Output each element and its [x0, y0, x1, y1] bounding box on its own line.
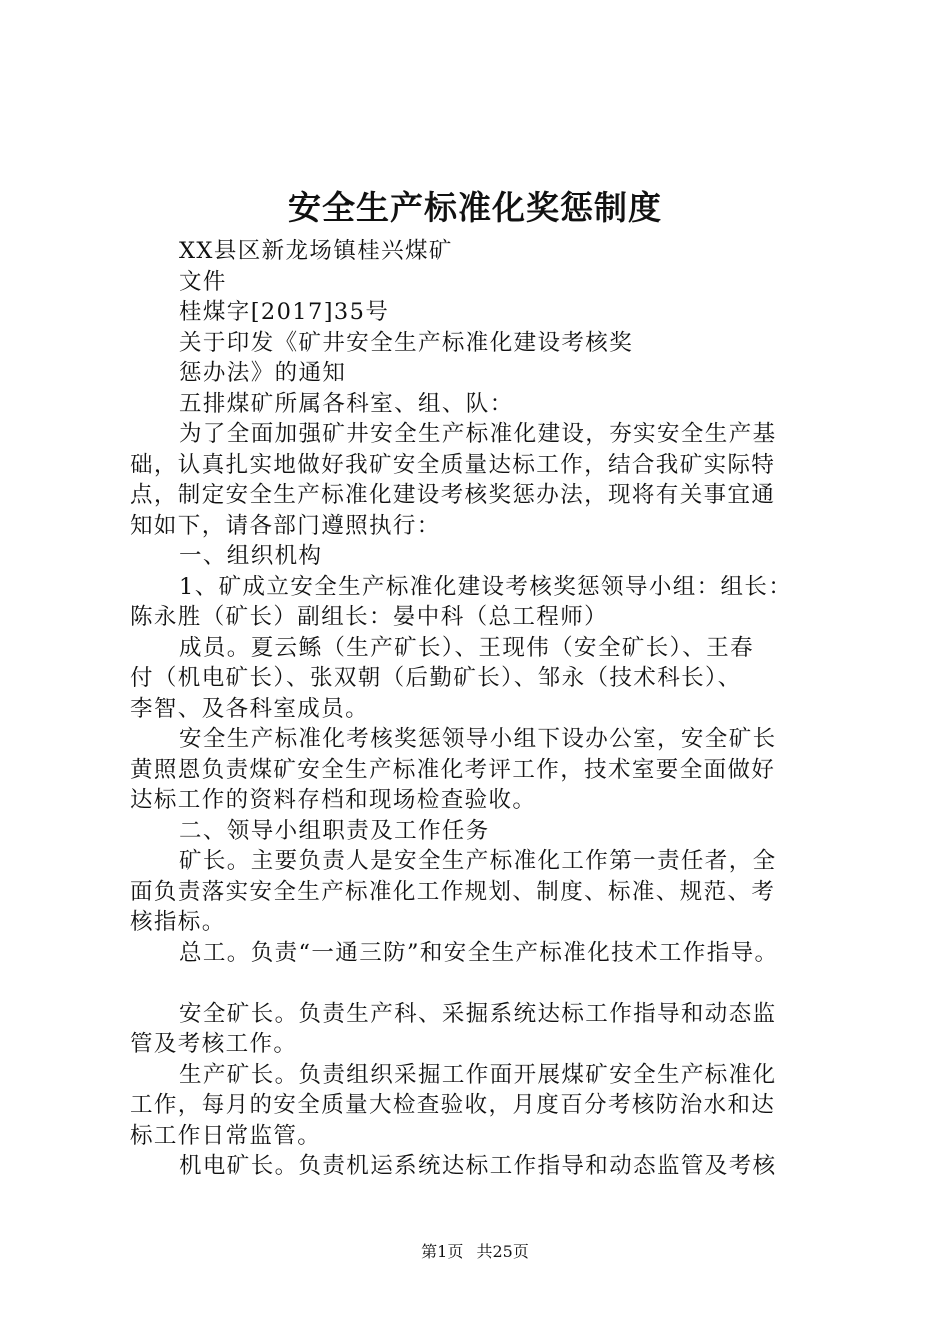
text-line: 为了全面加强矿井安全生产标准化建设，夯实安全生产基: [179, 421, 777, 447]
text-line: 桂煤字[2017]35号: [179, 299, 390, 325]
text-line: 面负责落实安全生产标准化工作规划、制度、标准、规范、考: [130, 878, 776, 905]
page-footer: [0, 1240, 950, 1264]
text-line: 五排煤矿所属各科室、组、队：: [179, 390, 514, 417]
text-line: 文件: [179, 268, 227, 295]
text-line: 总工。负责“一通三防”和安全生产标准化技术工作指导。: [179, 939, 779, 966]
text-line: 一、组织机构: [179, 543, 323, 569]
text-line: 达标工作的资料存档和现场检查验收。: [130, 787, 537, 813]
text-line: 付（机电矿长）、张双朝（后勤矿长）、邹永（技术科长）、: [130, 665, 742, 691]
text-line: 工作，每月的安全质量大检查验收，月度百分考核防治水和达: [130, 1092, 776, 1118]
text-line: 成员。夏云鲧（生产矿长）、王现伟（安全矿长）、王春: [179, 634, 755, 661]
text-line: 点，制定安全生产标准化建设考核奖惩办法，现将有关事宜通: [130, 482, 776, 508]
text-line: 安全矿长。负责生产科、采掘系统达标工作指导和动态监: [179, 1000, 777, 1027]
page-total: 共25页: [476, 1242, 529, 1261]
text-line: 惩办法》的通知: [179, 360, 347, 386]
text-line: 础，认真扎实地做好我矿安全质量达标工作，结合我矿实际特: [130, 451, 776, 478]
text-line: 知如下，请各部门遵照执行：: [130, 512, 441, 539]
text-line: 二、领导小组职责及工作任务: [179, 817, 490, 844]
text-line: 标工作日常监管。: [130, 1122, 322, 1149]
document-body: [130, 236, 830, 1182]
text-line: 陈永胜（矿长）副组长：晏中科（总工程师）: [130, 604, 609, 630]
text-line: 关于印发《矿井安全生产标准化建设考核奖: [179, 329, 634, 356]
text-line: 管及考核工作。: [130, 1031, 298, 1057]
text-line: 黄照恩负责煤矿安全生产标准化考评工作，技术室要全面做好: [130, 756, 776, 783]
document-title: 安全生产标准化奖惩制度: [288, 188, 662, 227]
blank-line: [130, 968, 830, 999]
text-line: 矿长。主要负责人是安全生产标准化工作第一责任者，全: [179, 848, 777, 874]
text-line: 李智、及各科室成员。: [130, 695, 370, 722]
text-line: XX县区新龙场镇桂兴煤矿: [179, 238, 453, 264]
page-number: 第1页: [421, 1242, 464, 1261]
text-line: 机电矿长。负责机运系统达标工作指导和动态监管及考核: [179, 1153, 777, 1179]
text-line: 安全生产标准化考核奖惩领导小组下设办公室，安全矿长: [179, 726, 777, 752]
text-line: 1、矿成立安全生产标准化建设考核奖惩领导小组：组长：: [179, 573, 793, 600]
text-line: 生产矿长。负责组织采掘工作面开展煤矿安全生产标准化: [179, 1061, 777, 1088]
text-line: 核指标。: [130, 909, 226, 935]
